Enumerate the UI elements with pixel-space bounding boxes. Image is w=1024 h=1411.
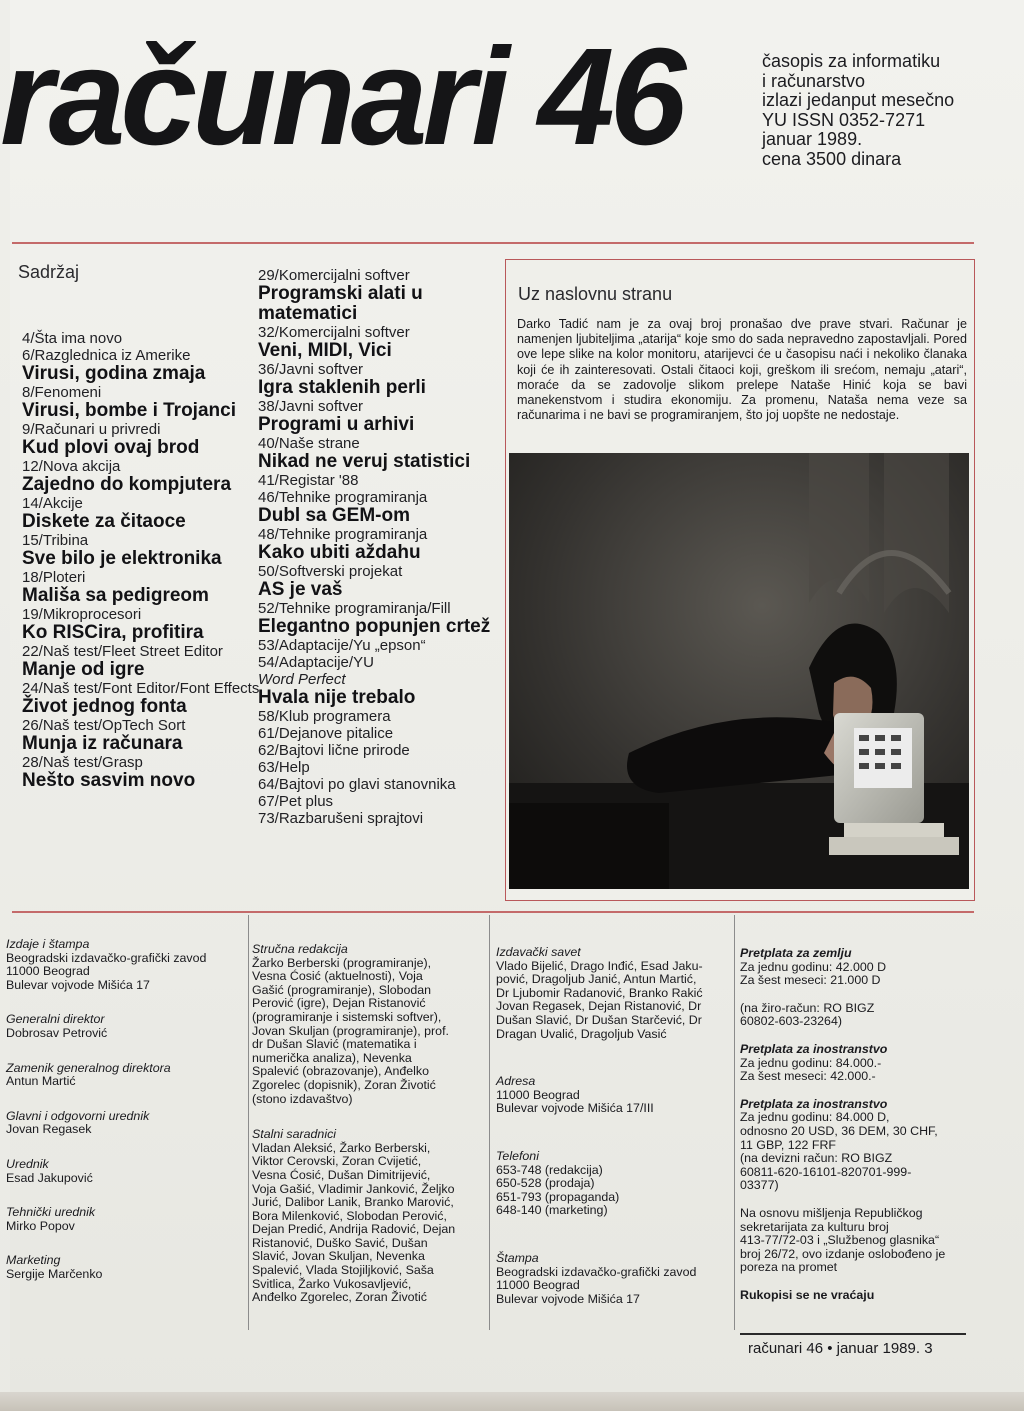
staff-value: Beogradski izdavačko-grafički zavod 11000 Beograd Bulevar vojvode Mišića 17 xyxy=(6,950,207,992)
toc-section: 62/Bajtovi lične prirode xyxy=(258,742,410,759)
toc-section: 18/Ploteri xyxy=(22,569,86,586)
toc-section: 28/Naš test/Grasp xyxy=(22,754,143,771)
toc-column-2 xyxy=(258,267,498,827)
masthead-info-line: YU ISSN 0352-7271 xyxy=(762,109,926,130)
staff-label: Generalni direktor xyxy=(6,1012,105,1027)
toc-section: 40/Naše strane xyxy=(258,435,360,452)
toc-section: 61/Dejanove pitalice xyxy=(258,725,394,742)
toc-section: 36/Javni softver xyxy=(258,361,364,378)
toc-title: Kud plovi ovaj brod xyxy=(22,437,200,458)
staff-entry xyxy=(740,1098,980,1193)
toc-title: AS je vaš xyxy=(258,579,343,600)
staff-label: Urednik xyxy=(6,1156,49,1171)
staff-entry xyxy=(740,947,980,988)
toc-section: 67/Pet plus xyxy=(258,793,334,810)
staff-entry xyxy=(6,1062,246,1089)
toc-section: 54/Adaptacije/YU xyxy=(258,654,374,671)
staff-entry xyxy=(252,943,487,1106)
toc-title: Nešto sasvim novo xyxy=(22,770,196,791)
toc-section: 12/Nova akcija xyxy=(22,458,121,475)
toc-title: Dubl sa GEM-om xyxy=(258,505,411,526)
staff-label: Tehnički urednik xyxy=(6,1205,96,1220)
staff-value: Za jednu godinu: 42.000 D Za šest meseci: 21.000 D xyxy=(740,959,887,988)
masthead-info-line: časopis za informatiku xyxy=(762,51,941,71)
toc-section: 41/Registar '88 xyxy=(258,472,359,489)
toc-section-italic: Word Perfect xyxy=(258,671,346,688)
masthead-info-line: cena 3500 dinara xyxy=(762,148,902,169)
toc-title: Munja iz računara xyxy=(22,733,183,754)
toc-title: Virusi, godina zmaja xyxy=(22,363,206,384)
masthead-info-line: izlazi jedanput mesečno xyxy=(762,90,955,110)
top-divider xyxy=(12,242,974,244)
toc-title: Mališa sa pedigreom xyxy=(22,585,209,606)
cover-story-text: Darko Tadić nam je za ovaj broj pronašao dve prave stvari. Računar je namenjen ljubiteljima „atarija“ koje smo do sada nepravedno zapostavljali. Pored ove lepe slike na kolor monitoru, atarijevci će u časopisu naći i nekoliko članaka koji će ih zainteresovati. Ostali čitaoci koji, greškom ili srećom, nemaju „atari“, moraće da se zadovolje slikom prelepe Nataše Hinić koja se bavi manekenstvom i studira ekonomiju. Za promenu, Nataša nema veze sa računarima i ne bavi se programiranjem, što joj uopšte ne nedostaje. xyxy=(517,317,967,423)
column-divider xyxy=(489,915,490,1330)
staff-label: Pretplata za inostranstvo xyxy=(740,1096,888,1111)
staff-entry xyxy=(6,1158,246,1185)
staff-entry xyxy=(496,1075,731,1116)
masthead-info-line: januar 1989. xyxy=(762,129,863,149)
toc-section: 14/Akcije xyxy=(22,495,83,512)
toc-title: Programski alati u matematici xyxy=(258,283,423,324)
staff-label: Pretplata za inostranstvo xyxy=(740,1041,888,1056)
toc-title: Igra staklenih perli xyxy=(258,377,426,398)
staff-entry xyxy=(6,1206,246,1233)
staff-column-2 xyxy=(252,943,487,1327)
cover-photo xyxy=(509,453,969,889)
cover-story-box xyxy=(505,259,975,901)
staff-entry xyxy=(496,1252,731,1306)
toc-section: 26/Naš test/OpTech Sort xyxy=(22,717,186,734)
toc-title: Sve bilo je elektronika xyxy=(22,548,222,569)
staff-column-1 xyxy=(6,938,246,1303)
staff-value: Sergije Marčenko xyxy=(6,1266,103,1281)
toc-title: Diskete za čitaoce xyxy=(22,511,186,532)
staff-entry xyxy=(252,1128,487,1305)
staff-label: Štampa xyxy=(496,1250,539,1265)
staff-label: Telefoni xyxy=(496,1148,539,1163)
toc-title: Kako ubiti aždahu xyxy=(258,542,421,563)
staff-column-4 xyxy=(740,947,980,1316)
toc-title: Manje od igre xyxy=(22,659,145,680)
staff-entry xyxy=(6,1013,246,1040)
staff-column-3 xyxy=(496,946,731,1340)
toc-section: 53/Adaptacije/Yu „epson“ xyxy=(258,637,426,654)
mid-divider xyxy=(12,911,974,913)
staff-entry xyxy=(6,938,246,992)
staff-value: Jovan Regasek xyxy=(6,1122,92,1137)
toc-section: 73/Razbarušeni sprajtovi xyxy=(258,810,424,827)
toc-section: 50/Softverski projekat xyxy=(258,563,403,580)
toc-title: Programi u arhivi xyxy=(258,414,415,435)
staff-value: 11000 Beograd Bulevar vojvode Mišića 17/III xyxy=(496,1087,654,1116)
toc-section: 24/Naš test/Font Editor/Font Effects xyxy=(22,680,260,697)
staff-entry xyxy=(496,1150,731,1218)
masthead-info xyxy=(762,52,1002,169)
staff-label: Adresa xyxy=(496,1074,536,1089)
staff-value: Dobrosav Petrović xyxy=(6,1025,108,1040)
page-bottom-edge xyxy=(0,1392,1024,1411)
staff-label: Zamenik generalnog direktora xyxy=(6,1060,171,1075)
staff-value: 653-748 (redakcija) 650-528 (prodaja) 651-793 (propaganda) 648-140 (marketing) xyxy=(496,1162,620,1218)
toc-title: Virusi, bombe i Trojanci xyxy=(22,400,236,421)
toc-title: Ko RISCira, profitira xyxy=(22,622,204,643)
toc-section: 48/Tehnike programiranja xyxy=(258,526,428,543)
staff-value: Vladan Aleksić, Žarko Berberski, Viktor Cerovski, Zoran Cvijetić, Vesna Ćosić, Dušan Dimitrijević, Voja Gašić, Vladimir Janković, Željko Jurić, Dalibor Lanik, Branko Marović, Bora Milenković, Slobodan Perović, Dejan Predić, Andrija Radović, Dejan Ristanović, Duško Savić, Dušan Slavić, Jovan Skuljan, Nevenka Spalević, Vlada Stojiljković, Saša Svitlica, Žarko Vukosavljević, Anđelko Zgorelec, Zoran Životić xyxy=(252,1140,456,1305)
staff-value: Za jednu godinu: 84.000 D, odnosno 20 USD, 36 DEM, 30 CHF, 11 GBP, 122 FRF (na devizni račun: RO BIGZ 60811-620-16101-820701-999- 03377) xyxy=(740,1110,938,1193)
staff-label: Pretplata za zemlju xyxy=(740,946,852,960)
toc-section: 19/Mikroprocesori xyxy=(22,606,142,623)
toc-section: 4/Šta ima novo xyxy=(22,330,123,347)
staff-value: Za jednu godinu: 84.000.- Za šest meseci: 42.000.- xyxy=(740,1055,882,1084)
staff-entry xyxy=(740,1289,980,1303)
toc-section: 22/Naš test/Fleet Street Editor xyxy=(22,643,223,660)
masthead-info-line: i računarstvo xyxy=(762,70,866,91)
staff-value: Antun Martić xyxy=(6,1074,76,1089)
column-divider xyxy=(734,915,735,1330)
toc-section: 8/Fenomeni xyxy=(22,384,102,401)
staff-label: Izdaje i štampa xyxy=(6,937,90,951)
staff-label: Stalni saradnici xyxy=(252,1127,337,1142)
staff-label: Marketing xyxy=(6,1253,61,1268)
staff-entry xyxy=(740,1002,980,1029)
staff-value: Esad Jakupović xyxy=(6,1170,93,1185)
contents-heading: Sadržaj xyxy=(18,262,80,282)
staff-value: Žarko Berberski (programiranje), Vesna Ćosić (aktuelnosti), Voja Gašić (programiranje), Slobodan Perović (igre), Dejan Ristanović (programiranje i sistemski softver), Jovan Skuljan (programiranje), prof. dr Dušan Slavić (matematika i numerička analiza), Nevenka Spalević (obrazovanje), Anđelko Zgorelec (dopisnik), Zoran Životić (stono izdavaštvo) xyxy=(252,955,449,1106)
staff-entry xyxy=(6,1254,246,1281)
staff-value: Mirko Popov xyxy=(6,1218,75,1233)
toc-title: Hvala nije trebalo xyxy=(258,687,416,708)
toc-section: 15/Tribina xyxy=(22,532,89,549)
toc-section: 38/Javni softver xyxy=(258,398,364,415)
toc-title: Nikad ne veruj statistici xyxy=(258,451,471,472)
staff-value: Vlado Bijelić, Drago Inđić, Esad Jaku- pović, Dragoljub Janić, Antun Martić, Dr Ljubomir Radanović, Branko Rakić Jovan Regasek, Dejan Ristanović, Dr Dušan Slavić, Dr Dušan Starčević, Dr Dragan Uvalić, Dragoljub Vasić xyxy=(496,958,703,1041)
toc-section: 58/Klub programera xyxy=(258,708,391,725)
cover-photo-illustration xyxy=(509,453,969,889)
toc-section: 52/Tehnike programiranja/Fill xyxy=(258,600,451,617)
staff-entry xyxy=(740,1207,980,1275)
footer-rule xyxy=(740,1333,966,1335)
staff-entry xyxy=(740,1043,980,1084)
column-divider xyxy=(248,915,249,1330)
staff-label: Glavni i odgovorni urednik xyxy=(6,1108,150,1123)
staff-label: Stručna redakcija xyxy=(252,942,348,956)
staff-value: (na žiro-račun: RO BIGZ 60802-603-23264) xyxy=(740,1000,875,1029)
staff-entry xyxy=(496,946,731,1041)
cover-story-title: Uz naslovnu stranu xyxy=(518,284,673,304)
masthead-title: računari 46 xyxy=(0,20,682,174)
staff-value: Beogradski izdavačko-grafički zavod 11000 Beograd Bulevar vojvode Mišića 17 xyxy=(496,1264,697,1306)
toc-title: Elegantno popunjen crtež xyxy=(258,616,491,637)
toc-title: Zajedno do kompjutera xyxy=(22,474,232,495)
toc-section: 64/Bajtovi po glavi stanovnika xyxy=(258,776,456,793)
staff-value: Rukopisi se ne vraćaju xyxy=(740,1287,875,1302)
toc-section: 63/Help xyxy=(258,759,310,776)
staff-entry xyxy=(6,1110,246,1137)
toc-section: 9/Računari u privredi xyxy=(22,421,161,438)
toc-title: Život jednog fonta xyxy=(22,696,187,717)
staff-label: Izdavački savet xyxy=(496,945,581,959)
toc-section: 46/Tehnike programiranja xyxy=(258,489,428,506)
page-footer: računari 46 • januar 1989. 3 xyxy=(748,1340,933,1357)
staff-value: Na osnovu mišljenja Republičkog sekretarijata za kulturu broj 413-77/72-03 i „Službenog glasnika“ broj 26/72, ovo izdanje oslobođeno je poreza na promet xyxy=(740,1205,946,1275)
toc-title: Veni, MIDI, Vici xyxy=(258,340,392,361)
toc-section: 32/Komercijalni softver xyxy=(258,324,410,341)
toc-section: 6/Razglednica iz Amerike xyxy=(22,347,191,364)
toc-section: 29/Komercijalni softver xyxy=(258,267,410,284)
toc-column-1 xyxy=(22,330,260,791)
